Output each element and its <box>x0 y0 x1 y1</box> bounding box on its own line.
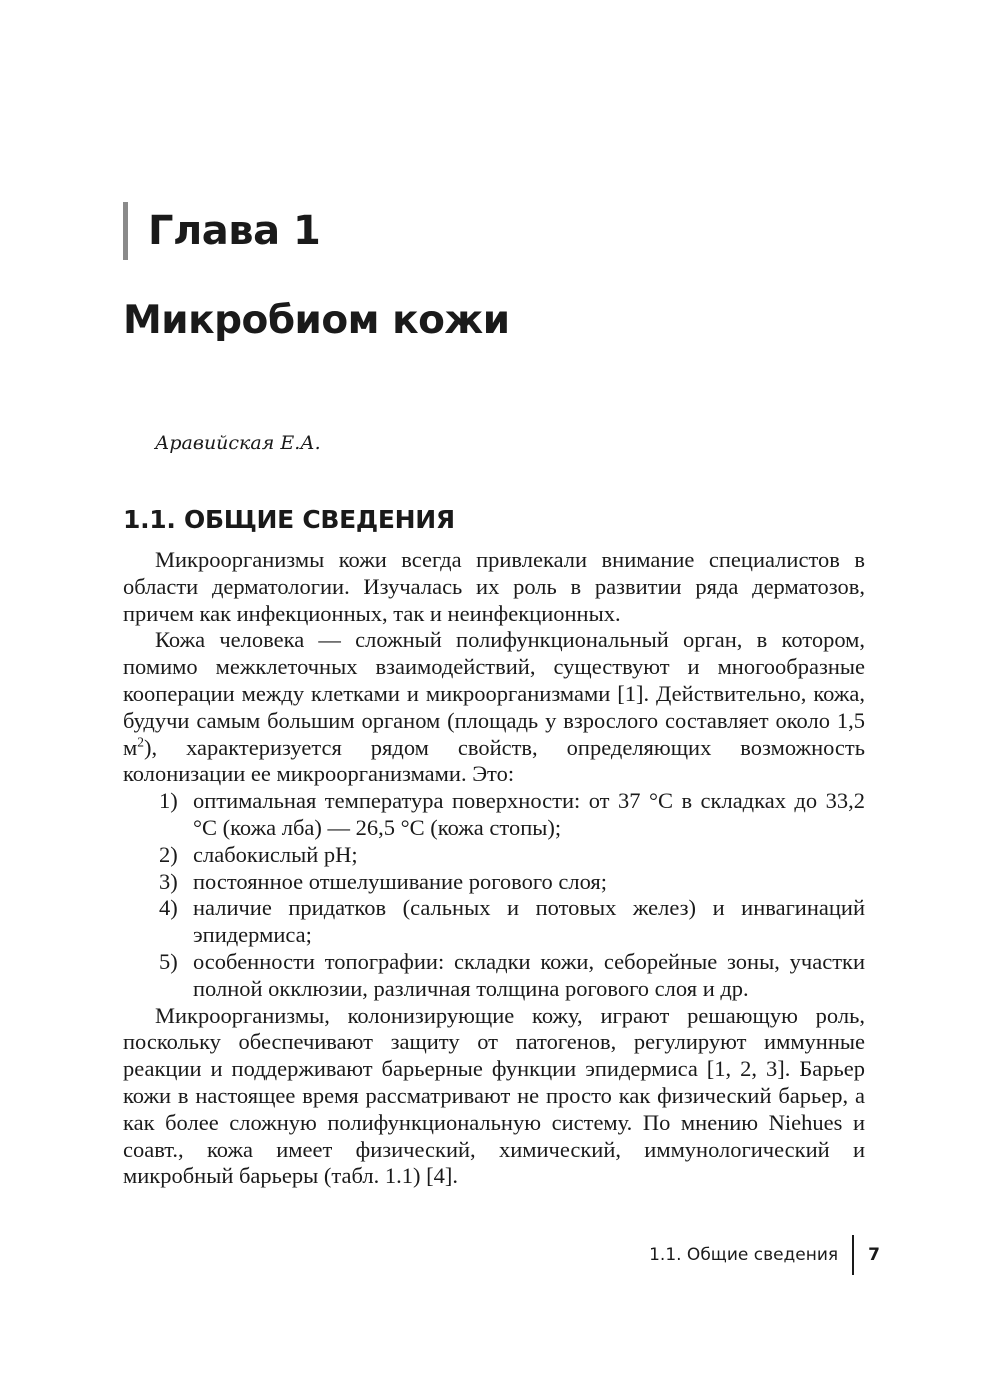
list-item-text: слабокислый pH; <box>193 841 358 867</box>
chapter-bar <box>123 202 128 260</box>
list-item <box>123 842 865 869</box>
list-item <box>123 788 865 842</box>
list-item-number: 1) <box>159 788 178 814</box>
list-item <box>123 949 865 1003</box>
list-item-text: постоянное отшелушивание рогового слоя; <box>193 868 608 894</box>
paragraph-2 <box>123 627 865 788</box>
superscript: 2 <box>137 734 144 750</box>
list-item-number: 4) <box>159 895 178 921</box>
body-text <box>123 547 865 1190</box>
paragraph-2-part-2: ), характеризуется рядом свойств, определяющих возможность колонизации ее микроорганизмами. Это: <box>123 734 865 787</box>
paragraph-1: Микроорганизмы кожи всегда привлекали внимание специалистов в области дерматологии. Изучалась их роль в развитии ряда дерматозов, причем как инфекционных, так и неинфекционных. <box>123 547 865 626</box>
list-item-text: особенности топографии: складки кожи, себорейные зоны, участки полной окклюзии, различная толщина рогового слоя и др. <box>193 948 865 1001</box>
author: Аравийская Е.А. <box>155 432 321 454</box>
list-item-number: 2) <box>159 841 178 867</box>
properties-list <box>123 788 865 1002</box>
page-number: 7 <box>868 1245 880 1265</box>
list-item <box>123 869 865 896</box>
paragraph-2-part-1: Кожа человека — сложный полифункциональный орган, в котором, помимо межклеточных взаимодействий, существуют и многообразные кооперации между клетками и микроорганизмами [1]. Действительно, кожа, будучи самым большим органом (площадь у взрослого составляет около 1,5 м <box>123 627 865 760</box>
running-footer <box>649 1235 880 1275</box>
footer-divider <box>852 1235 854 1275</box>
list-item-number: 5) <box>159 948 178 974</box>
chapter-label: Глава 1 <box>148 208 321 254</box>
section-heading: 1.1. ОБЩИЕ СВЕДЕНИЯ <box>123 505 455 534</box>
list-item-number: 3) <box>159 868 178 894</box>
chapter-title: Микробиом кожи <box>123 298 510 343</box>
list-item <box>123 895 865 949</box>
footer-section-title: 1.1. Общие сведения <box>649 1245 839 1265</box>
chapter-header <box>123 200 320 262</box>
list-item-text: оптимальная температура поверхности: от 37 °C в складках до 33,2 °C (кожа лба) — 26,5 °C (кожа стопы); <box>193 788 865 840</box>
paragraph-3: Микроорганизмы, колонизирующие кожу, играют решающую роль, поскольку обеспечивают защиту от патогенов, регулируют иммунные реакции и поддерживают барьерные функции эпидермиса [1, 2, 3]. Барьер кожи в настоящее время рассматривают не просто как физический барьер, а как более сложную полифункциональную систему. По мнению Niehues и соавт., кожа имеет физический, химический, иммунологический и микробный барьеры (табл. 1.1) [4]. <box>123 1002 865 1189</box>
list-item-text: наличие придатков (сальных и потовых желез) и инвагинаций эпидермиса; <box>193 895 865 948</box>
